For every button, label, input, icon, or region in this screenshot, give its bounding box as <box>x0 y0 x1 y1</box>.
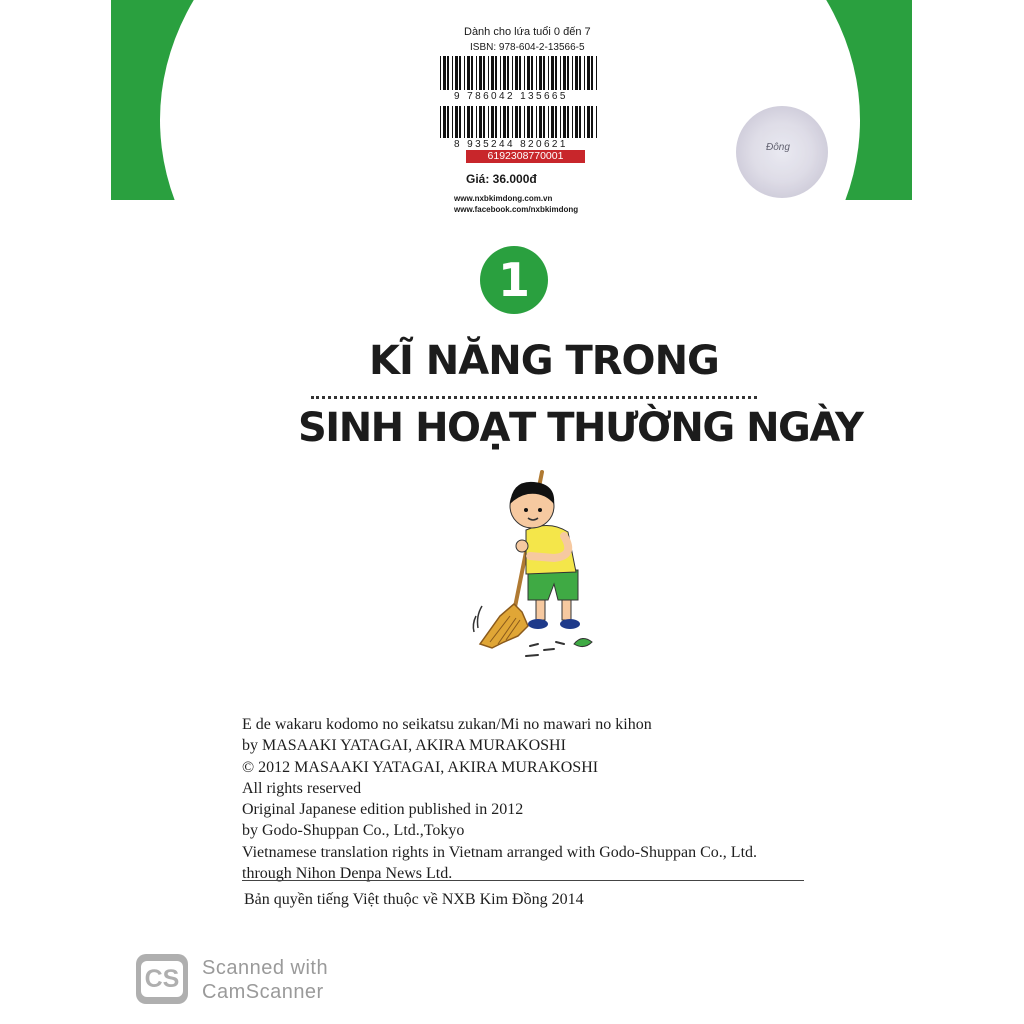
hologram-stamp <box>736 106 828 198</box>
credit-line: © 2012 MASAAKI YATAGAI, AKIRA MURAKOSHI <box>242 758 599 776</box>
credit-line: Original Japanese edition published in 2012 <box>242 801 524 819</box>
age-note: Dành cho lứa tuổi 0 đến 7 <box>464 26 591 38</box>
book-title-line-1: KĨ NĂNG TRONG <box>369 338 719 384</box>
credit-line: E de wakaru kodomo no seikatsu zukan/Mi no mawari no kihon <box>242 716 652 733</box>
stamp-text: Đông <box>766 142 790 153</box>
credit-line: Vietnamese translation rights in Vietnam arranged with Godo-Shuppan Co., Ltd. <box>242 843 758 861</box>
camscanner-logo-text: CS <box>141 961 183 997</box>
credits-divider <box>242 880 804 881</box>
product-barcode-digits: 8 935244 820621 <box>454 139 568 150</box>
credit-line: All rights reserved <box>242 779 362 797</box>
isbn-barcode-digits: 9 786042 135665 <box>454 91 568 102</box>
book-title-line-2: SINH HOẠT THƯỜNG NGÀY <box>298 405 863 451</box>
red-code-label: 6192308770001 <box>466 150 585 163</box>
price-label: Giá: 36.000đ <box>466 172 537 186</box>
camscanner-logo-icon <box>136 954 188 1004</box>
credit-line: through Nihon Denpa News Ltd. <box>242 865 453 883</box>
title-dotted-divider <box>311 396 757 399</box>
isbn-barcode <box>440 56 602 90</box>
credits-block <box>242 714 812 884</box>
credit-line: by MASAAKI YATAGAI, AKIRA MURAKOSHI <box>242 737 566 755</box>
volume-number-badge: 1 <box>480 246 548 314</box>
product-barcode <box>440 106 602 138</box>
boy-sweeping-illustration <box>470 466 600 666</box>
camscanner-watermark <box>202 956 328 1004</box>
watermark-line-2: CamScanner <box>202 981 324 1003</box>
isbn-text: ISBN: 978-604-2-13566-5 <box>470 42 585 53</box>
credit-line: by Godo-Shuppan Co., Ltd.,Tokyo <box>242 822 465 840</box>
website-link: www.nxbkimdong.com.vn <box>454 194 553 203</box>
barcode-panel <box>418 22 608 218</box>
watermark-line-1: Scanned with <box>202 957 329 979</box>
facebook-link: www.facebook.com/nxbkimdong <box>454 205 579 214</box>
vietnamese-copyright: Bản quyền tiếng Việt thuộc về NXB Kim Đồng 2014 <box>244 891 584 908</box>
